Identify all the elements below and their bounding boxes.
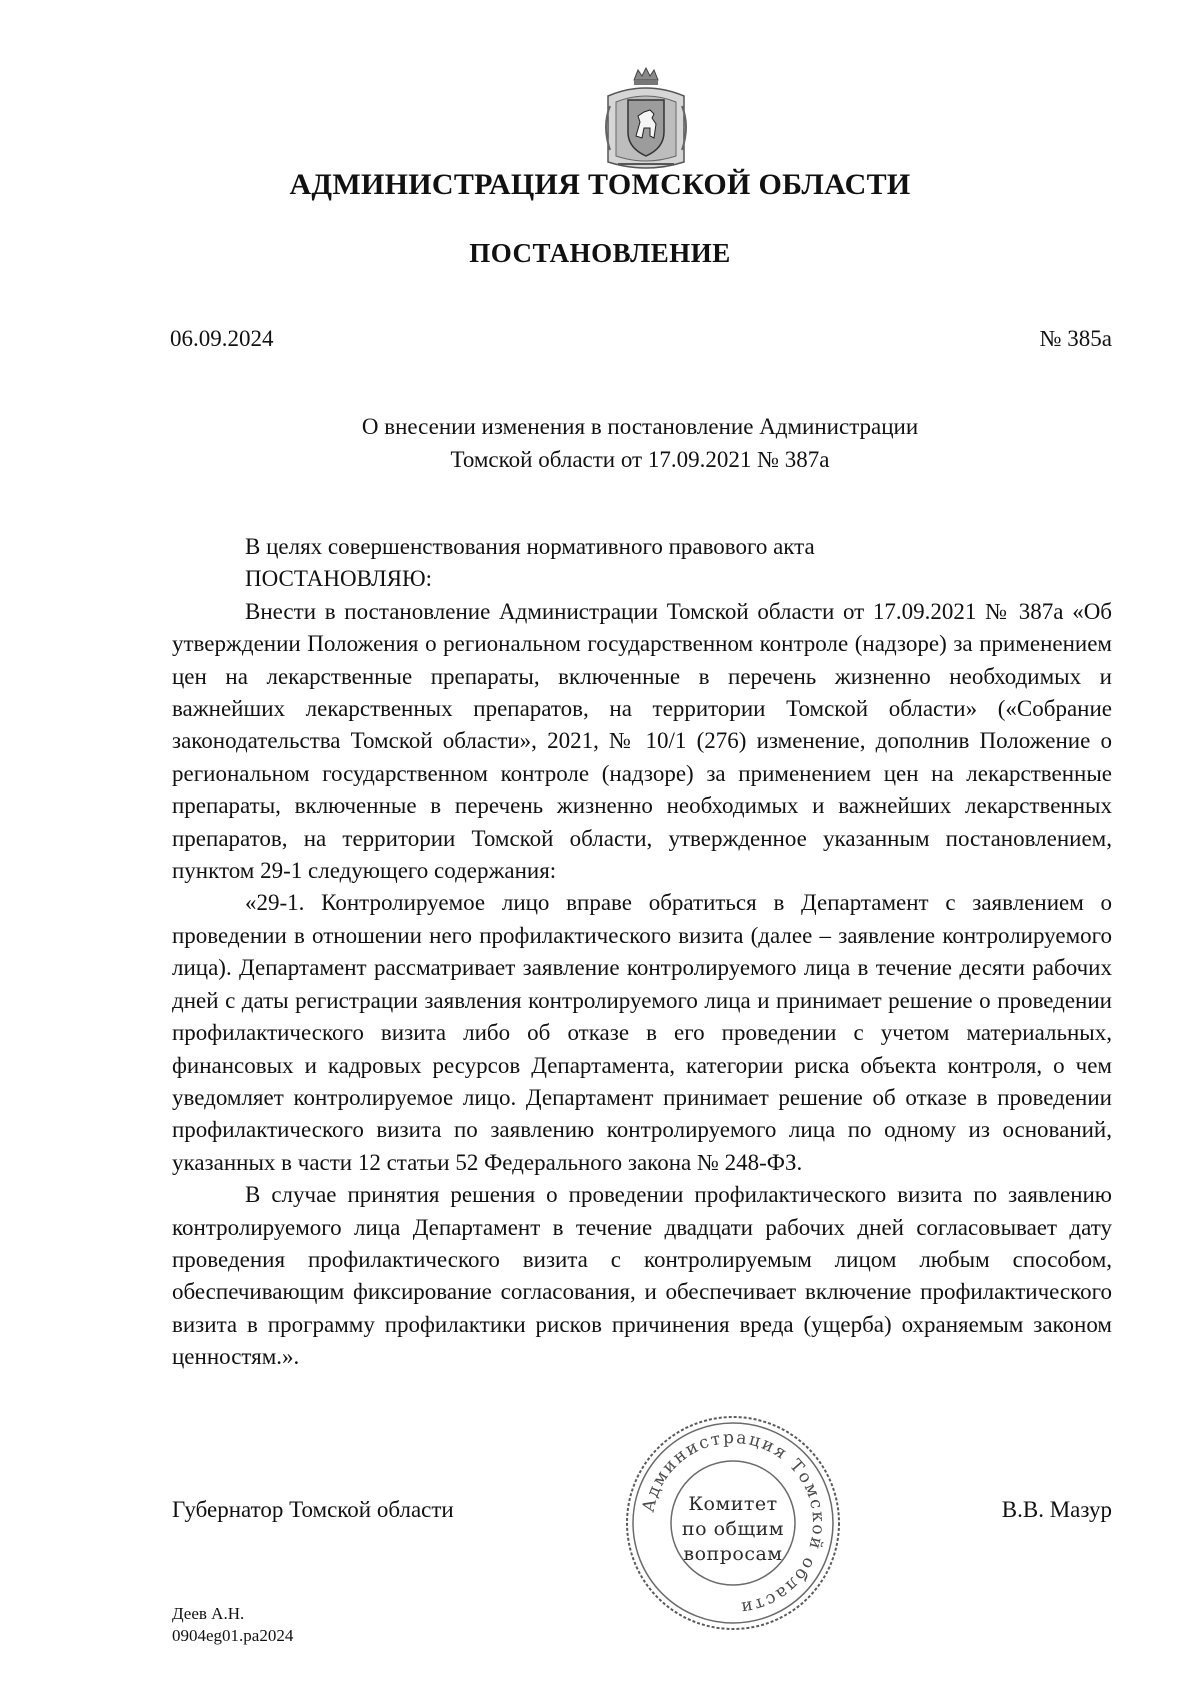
document-type-title: ПОСТАНОВЛЕНИЕ	[469, 238, 731, 268]
executor-name: Деев А.Н.	[172, 1604, 245, 1623]
document-date: 06.09.2024	[170, 326, 274, 351]
document-subject	[240, 410, 1040, 476]
stamp-center-text	[622, 1492, 844, 1567]
stamp-ring-text: Администрация Томской области	[638, 1427, 829, 1618]
subject-line: Томской области от 17.09.2021 № 387а	[450, 447, 830, 472]
purpose-paragraph: В целях совершенствования нормативного правового акта	[245, 534, 815, 559]
body-paragraph: «29-1. Контролируемое лицо вправе обратиться в Департамент с заявлением о проведении в отношении него профилактического визита (далее – заявление контролируемого лица). Департамент рассматривает заявление контролируемого лица в течение десяти рабочих дней с даты регистрации заявления контролируемого лица и принимает решение о проведении профилактического визита либо об отказе в его проведении с учетом материальных, финансовых и кадровых ресурсов Департамента, категории риска объекта контроля, о чем уведомляет контролируемое лицо. Департамент принимает решение об отказе в проведении профилактического визита по заявлению контролируемого лица по одному из оснований, указанных в части 12 статьи 52 Федерального закона № 248-ФЗ.	[172, 890, 1112, 1175]
document-number: № 385а	[1039, 326, 1112, 351]
executor-info	[172, 1603, 293, 1647]
signatory-position: Губернатор Томской области	[172, 1497, 454, 1522]
decree-word: ПОСТАНОВЛЯЮ:	[245, 566, 433, 592]
official-stamp	[622, 1412, 844, 1634]
coat-of-arms-icon	[598, 66, 694, 174]
signatory-name: В.В. Мазур	[1001, 1497, 1112, 1522]
document-code: 0904eg01.pa2024	[172, 1626, 294, 1645]
document-body	[172, 531, 1112, 1374]
organization-title: АДМИНИСТРАЦИЯ ТОМСКОЙ ОБЛАСТИ	[289, 168, 911, 201]
stamp-line: вопросам	[683, 1543, 783, 1565]
body-paragraph: В случае принятия решения о проведении профилактического визита по заявлению контролируемого лица Департамент в течение двадцати рабочих дней согласовывает дату проведения профилактического визита с контролируемым лицом любым способом, обеспечивающим фиксирование согласования, и обеспечивает включение профилактического визита в программу профилактики рисков причинения вреда (ущерба) охраняемым законом ценностям.».	[172, 1182, 1112, 1370]
subject-line: О внесении изменения в постановление Администрации	[361, 414, 919, 439]
body-paragraph: Внести в постановление Администрации Томской области от 17.09.2021 № 387а «Об утверждении Положения о региональном государственном контроле (надзоре) за применением цен на лекарственные препараты, включенные в перечень жизненно необходимых и важнейших лекарственных препаратов, на территории Томской области» («Собрание законодательства Томской области», 2021, № 10/1 (276) изменение, дополнив Положение о региональном государственном контроле (надзоре) за применением цен на лекарственные препараты, включенные в перечень жизненно необходимых и важнейших лекарственных препаратов, на территории Томской области, утвержденное указанным постановлением, пунктом 29-1 следующего содержания:	[172, 598, 1112, 884]
stamp-line: Комитет	[688, 1493, 778, 1515]
stamp-line: по общим	[681, 1518, 785, 1540]
